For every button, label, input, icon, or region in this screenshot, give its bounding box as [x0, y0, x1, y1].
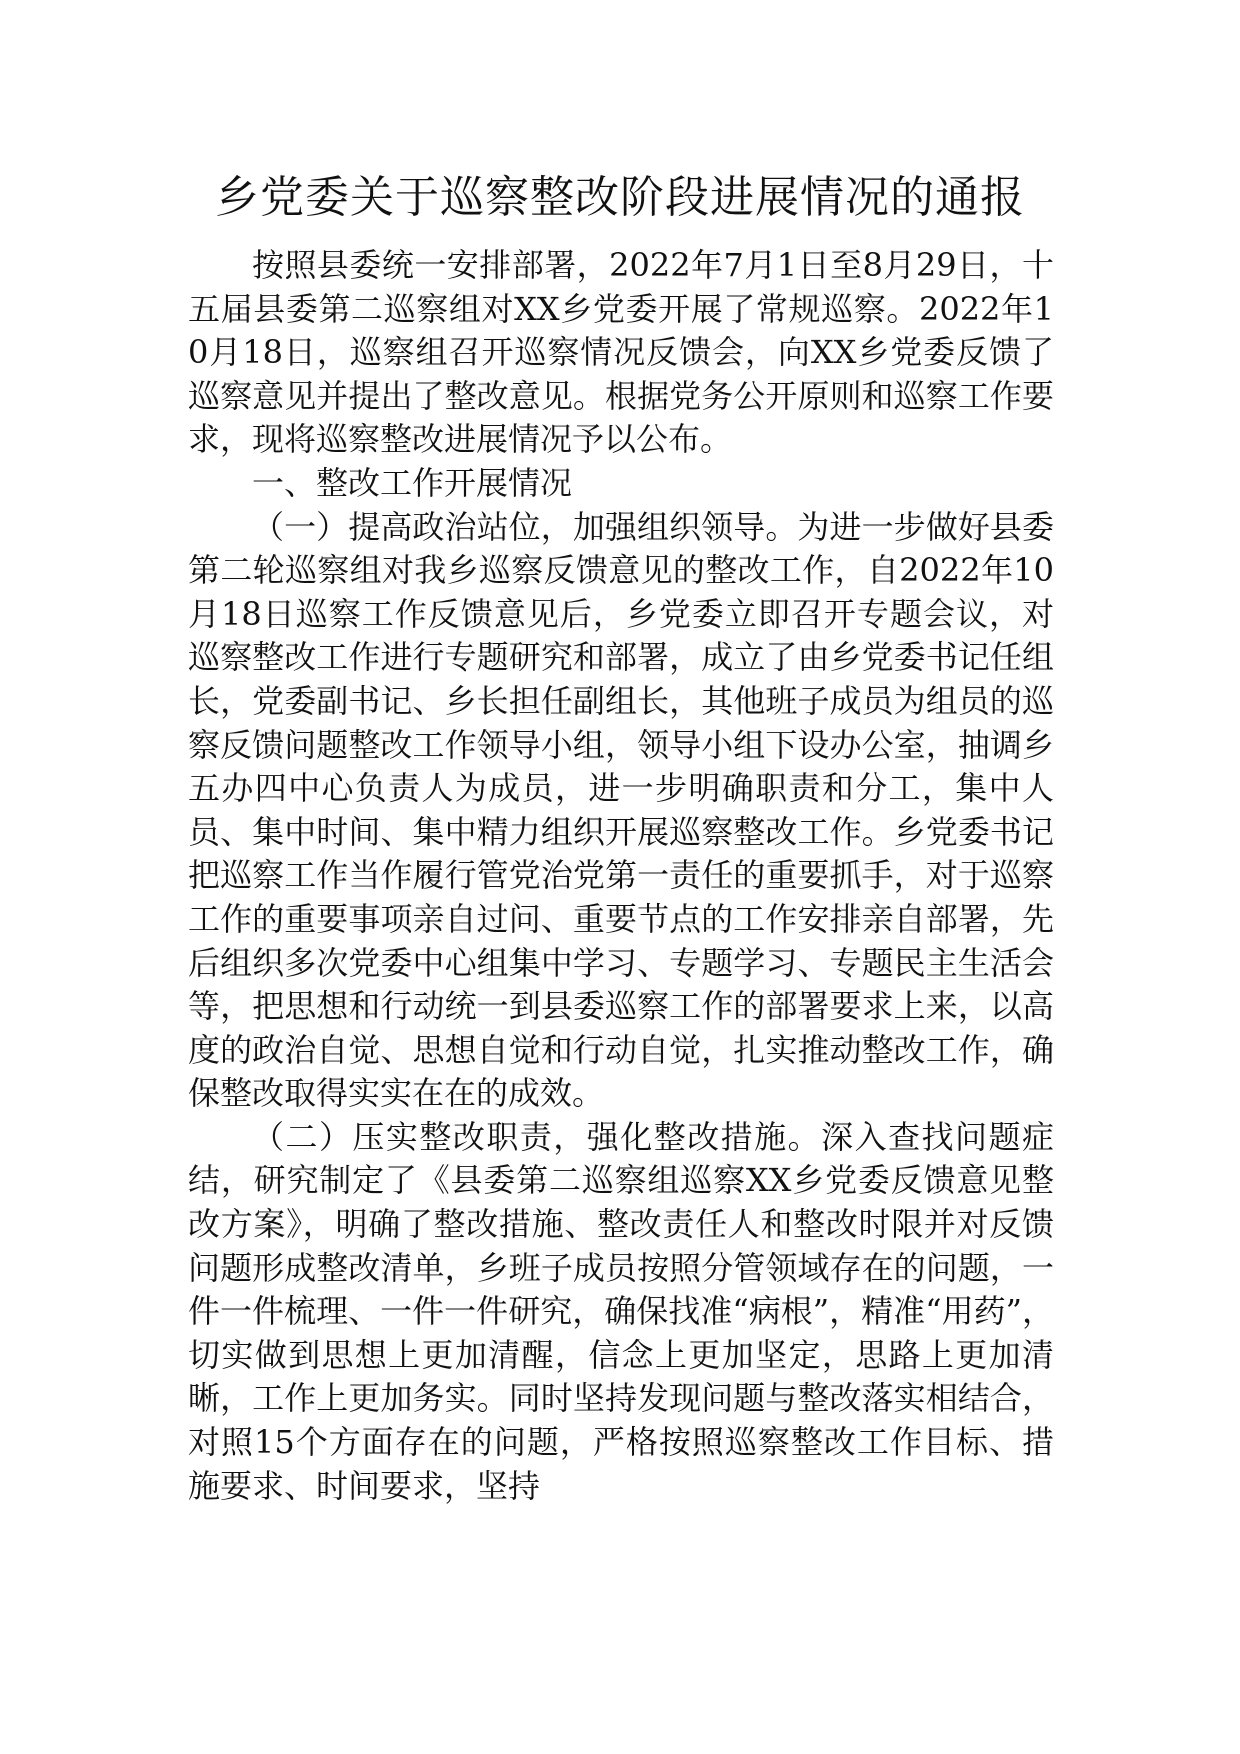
document-body: [188, 244, 1054, 1508]
intro-paragraph: 按照县委统一安排部署，2022年7月1日至8月29日，十五届县委第二巡察组对XX乡党委开展了常规巡察。2022年10月18日，巡察组召开巡察情况反馈会，向XX乡党委反馈了巡察意见并提出了整改意见。根据党务公开原则和巡察工作要求，现将巡察整改进展情况予以公布。: [188, 246, 1054, 459]
body-paragraph-1: （一）提高政治站位，加强组织领导。为进一步做好县委第二轮巡察组对我乡巡察反馈意见的整改工作，自2022年10月18日巡察工作反馈意见后，乡党委立即召开专题会议，对巡察整改工作进行专题研究和部署，成立了由乡党委书记任组长，党委副书记、乡长担任副组长，其他班子成员为组员的巡察反馈问题整改工作领导小组，领导小组下设办公室，抽调乡五办四中心负责人为成员，进一步明确职责和分工，集中人员、集中时间、集中精力组织开展巡察整改工作。乡党委书记把巡察工作当作履行管党治党第一责任的重要抓手，对于巡察工作的重要事项亲自过问、重要节点的工作安排亲自部署，先后组织多次党委中心组集中学习、专题学习、专题民主生活会等，把思想和行动统一到县委巡察工作的部署要求上来，以高度的政治自觉、思想自觉和行动自觉，扎实推动整改工作，确保整改取得实实在在的成效。: [188, 507, 1054, 1113]
document-title: 乡党委关于巡察整改阶段进展情况的通报: [215, 172, 1025, 223]
section-heading: 一、整改工作开展情况: [252, 463, 573, 502]
body-paragraph-2: （二）压实整改职责，强化整改措施。深入查找问题症结，研究制定了《县委第二巡察组巡察XX乡党委反馈意见整改方案》，明确了整改措施、整改责任人和整改时限并对反馈问题形成整改清单，乡班子成员按照分管领域存在的问题，一件一件梳理、一件一件研究，确保找准“病根”，精准“用药”，切实做到思想上更加清醒，信念上更加坚定，思路上更加清晰，工作上更加务实。同时坚持发现问题与整改落实相结合，对照15个方面存在的问题，严格按照巡察整改工作目标、措施要求、时间要求，坚持: [188, 1117, 1054, 1505]
